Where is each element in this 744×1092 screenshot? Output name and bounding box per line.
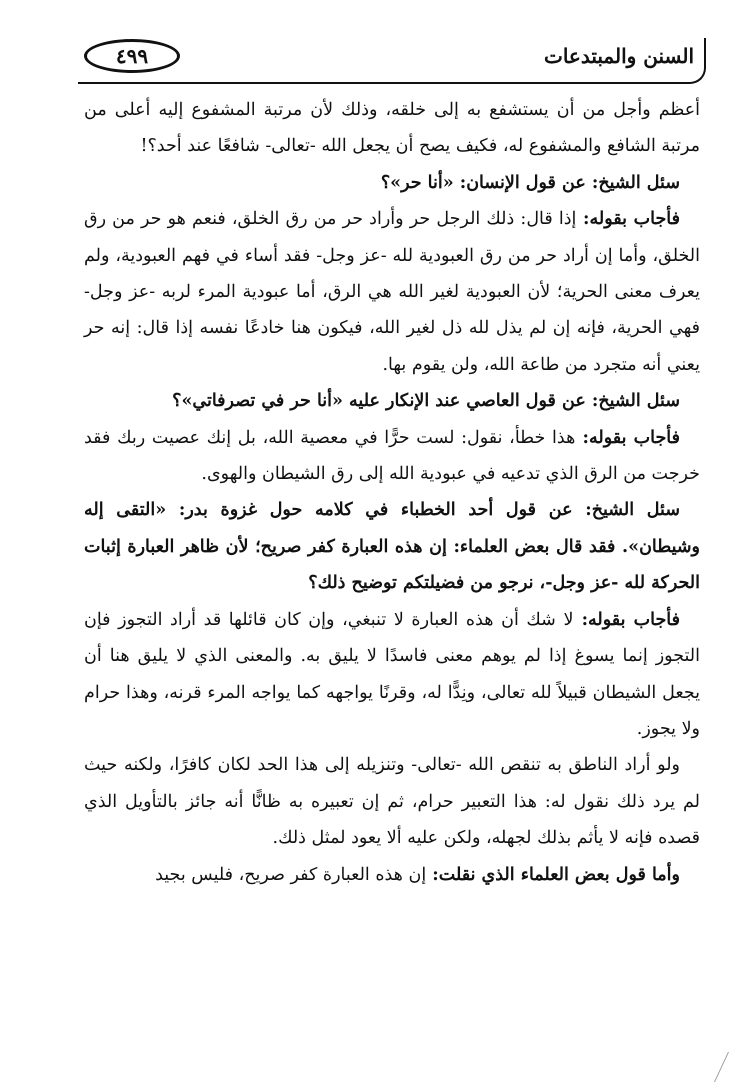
body-text — [84, 92, 700, 893]
page-number: ٤٩٩ — [84, 39, 180, 73]
paragraph — [84, 492, 700, 601]
paragraph — [84, 165, 700, 201]
paragraph — [84, 92, 700, 165]
text-segment: ولو أراد الناطق به تنقص الله -تعالى- وتنزيله إلى هذا الحد لكان كافرًا، ولكنه حيث لم يرد ذلك نقول له: هذا التعبير حرام، ثم إن تعبيره به ظانًّا أنه جائز بالتأويل الذي قصده فإنه لا يأثم بذلك لجهله، ولكن عليه ألا يعود لمثل ذلك. — [84, 755, 700, 849]
paragraph — [84, 857, 700, 893]
paragraph — [84, 747, 700, 856]
paragraph — [84, 602, 700, 748]
bold-text-segment: فأجاب بقوله: — [576, 209, 680, 230]
scan-edge-mark — [698, 1052, 729, 1082]
bold-text-segment: فأجاب بقوله: — [573, 609, 680, 630]
bold-text-segment: سئل الشيخ: عن قول أحد الخطباء في كلامه حول غزوة بدر: «التقى إله وشيطان». فقد قال بعض العلماء: إن هذه العبارة كفر صريح؛ لأن ظاهر العبارة إثبات الحركة لله -عز وجل-، نرجو من فضيلتكم توضيح ذلك؟ — [84, 500, 700, 594]
text-segment: أعظم وأجل من أن يستشفع به إلى خلقه، وذلك لأن مرتبة المشفوع إليه أعلى من مرتبة الشافع والمشفوع له، فكيف يصح أن يجعل الله -تعالى- شافعًا عند أحد؟! — [84, 100, 700, 157]
bold-text-segment: وأما قول بعض العلماء الذي نقلت: — [426, 864, 680, 885]
text-segment: هذا خطأ، نقول: لست حرًّا في معصية الله، بل إنك عصيت ربك فقد خرجت من الرق الذي تدعيه في عبودية الله إلى رق الشيطان والهوى. — [84, 427, 700, 485]
bold-text-segment: سئل الشيخ: عن قول الإنسان: «أنا حر»؟ — [380, 172, 680, 193]
bold-text-segment: فأجاب بقوله: — [575, 427, 680, 448]
running-header — [78, 38, 706, 84]
text-segment: إذا قال: ذلك الرجل حر وأراد حر من رق الخلق، فنعم هو حر من رق الخلق، وأما إن أراد حر من رق العبودية لله -عز وجل- فقد أساء في فهم العبودية، ولم يعرف معنى الحرية؛ لأن العبودية لغير الله هي الرق، أما عبودية المرء لربه -عز وجل- فهي الحرية، فإنه إن لم يذل لله ذل لغير الله، فيكون هنا خادعًا نفسه إذا قال: إنه حر يعني أنه متجرد من طاعة الله، ولن يقوم بها. — [84, 209, 700, 375]
book-title: السنن والمبتدعات — [543, 44, 694, 68]
text-segment: إن هذه العبارة كفر صريح، فليس بجيد — [155, 864, 427, 885]
paragraph — [84, 201, 700, 383]
text-segment: لا شك أن هذه العبارة لا تنبغي، وإن كان قائلها قد أراد التجوز فإن التجوز إنما يسوغ إذا لم يوهم معنى فاسدًا لا يليق به. والمعنى الذي لا يليق هنا أن يجعل الشيطان قبيلاً لله تعالى، ونِدًّا له، وقرنًا يواجهه كما يواجه المرء قرنه، وهذا حرام ولا يجوز. — [84, 609, 700, 739]
paragraph — [84, 383, 700, 419]
paragraph — [84, 420, 700, 493]
bold-text-segment: سئل الشيخ: عن قول العاصي عند الإنكار عليه «أنا حر في تصرفاتي»؟ — [172, 391, 680, 412]
